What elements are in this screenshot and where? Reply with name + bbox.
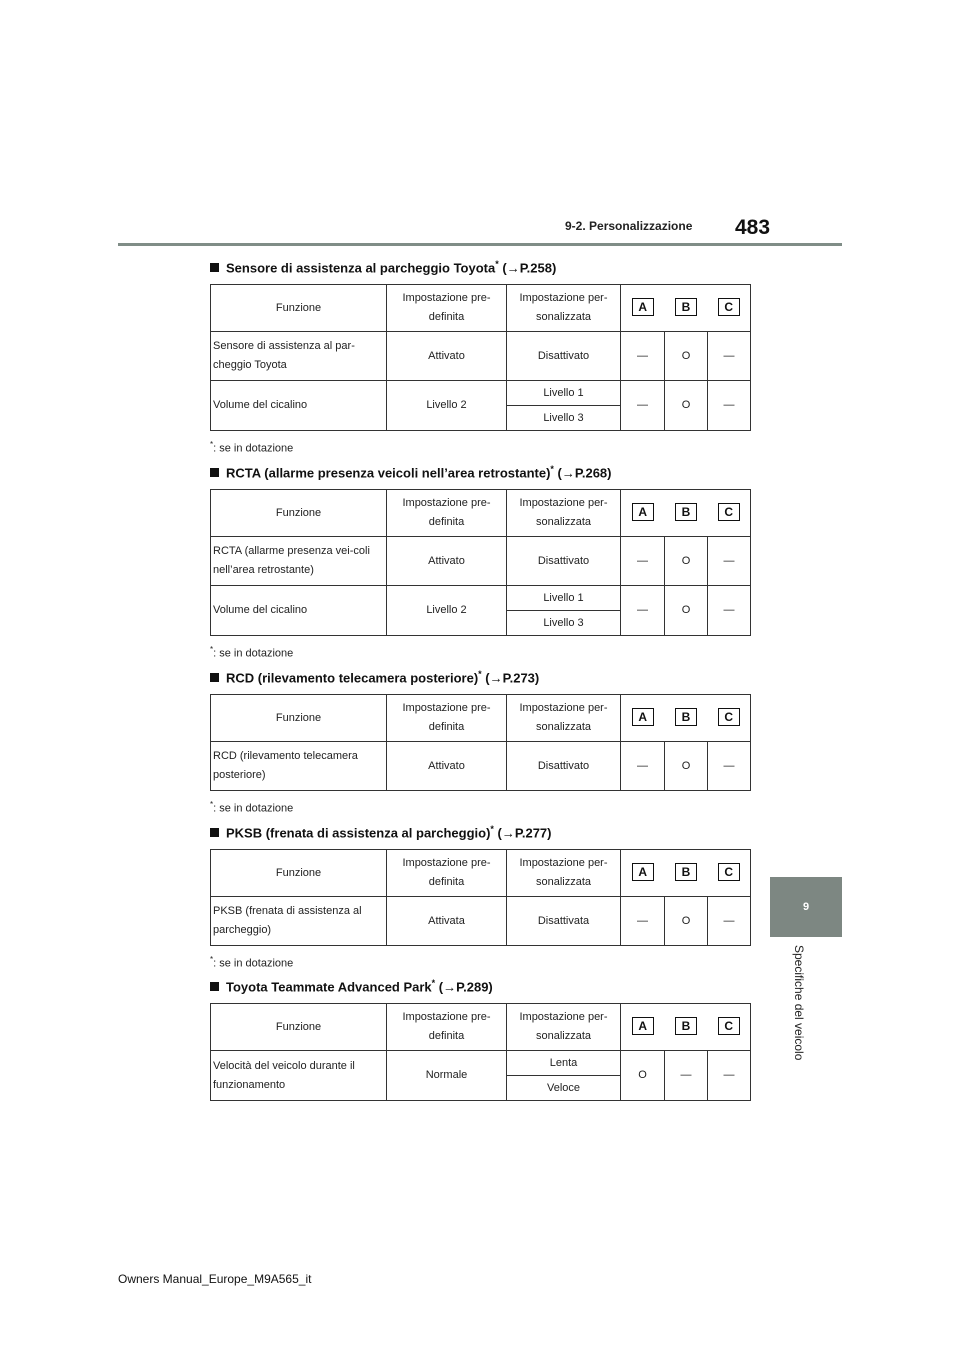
table-header-row	[211, 695, 751, 742]
letter-badge-c: C	[718, 863, 740, 881]
section-heading	[210, 464, 750, 486]
availability-cell-a: —	[621, 586, 665, 636]
availability-cell-a: —	[621, 742, 665, 791]
letter-badge-b: B	[675, 1017, 697, 1035]
footnote	[210, 440, 750, 455]
table-header-row	[211, 285, 751, 332]
table-row	[211, 586, 751, 611]
letter-badge-a: A	[632, 708, 654, 726]
default-cell: Attivato	[387, 332, 507, 381]
header-default: Impostazione pre-definita	[387, 850, 507, 897]
default-cell: Attivato	[387, 742, 507, 791]
footer-text: Owners Manual_Europe_M9A565_it	[118, 1272, 312, 1286]
header-letter-cell	[665, 850, 708, 897]
header-default: Impostazione pre-definita	[387, 490, 507, 537]
footnote-marker: *	[210, 800, 214, 809]
letter-badge-a: A	[632, 863, 654, 881]
letter-badge-c: C	[718, 1017, 740, 1035]
letter-badge-a: A	[632, 503, 654, 521]
table-row	[211, 897, 751, 946]
settings-table	[210, 694, 751, 791]
custom-cell: Disattivato	[507, 537, 621, 586]
header-function: Funzione	[211, 285, 387, 332]
square-bullet-icon	[210, 673, 219, 682]
custom-cell: Disattivato	[507, 332, 621, 381]
custom-cell: Livello 3	[507, 406, 621, 431]
footnote-text: : se in dotazione	[213, 802, 294, 815]
function-cell: Sensore di assistenza al par-cheggio Toyota	[211, 332, 387, 381]
availability-cell-b: O	[665, 537, 708, 586]
header-custom: Impostazione per-sonalizzata	[507, 695, 621, 742]
function-cell: Volume del cicalino	[211, 381, 387, 431]
footnote-marker: *	[495, 259, 499, 269]
table-header-row	[211, 850, 751, 897]
section-heading	[210, 669, 750, 691]
footnote-text: : se in dotazione	[213, 442, 294, 455]
custom-cell: Livello 3	[507, 611, 621, 636]
availability-cell-b: O	[665, 586, 708, 636]
header-function: Funzione	[211, 490, 387, 537]
settings-section	[210, 464, 750, 660]
settings-section	[210, 978, 750, 1101]
availability-cell-c: —	[708, 586, 751, 636]
default-cell: Attivato	[387, 537, 507, 586]
header-function: Funzione	[211, 1004, 387, 1051]
function-cell: PKSB (frenata di assistenza al parcheggio)	[211, 897, 387, 946]
footnote-marker: *	[431, 978, 436, 988]
function-cell: Velocità del veicolo durante il funzionamento	[211, 1051, 387, 1101]
availability-cell-b: —	[665, 1051, 708, 1101]
availability-cell-b: O	[665, 381, 708, 431]
square-bullet-icon	[210, 263, 219, 272]
availability-cell-a: O	[621, 1051, 665, 1101]
letter-badge-b: B	[675, 298, 697, 316]
chapter-tab	[770, 877, 842, 937]
availability-cell-c: —	[708, 897, 751, 946]
header-default: Impostazione pre-definita	[387, 695, 507, 742]
letter-badge-a: A	[632, 298, 654, 316]
header-letter-cell	[621, 490, 665, 537]
function-cell: RCD (rilevamento telecamera posteriore)	[211, 742, 387, 791]
custom-cell: Disattivato	[507, 742, 621, 791]
table-row	[211, 381, 751, 406]
header-default: Impostazione pre-definita	[387, 1004, 507, 1051]
table-header-row	[211, 1004, 751, 1051]
table-header-row	[211, 490, 751, 537]
header-letter-cell	[621, 850, 665, 897]
footnote-marker: *	[210, 955, 214, 964]
custom-cell: Livello 1	[507, 381, 621, 406]
header-letter-cell	[708, 695, 751, 742]
square-bullet-icon	[210, 982, 219, 991]
header-default: Impostazione pre-definita	[387, 285, 507, 332]
availability-cell-a: —	[621, 537, 665, 586]
header-letter-cell	[665, 1004, 708, 1051]
letter-badge-b: B	[675, 863, 697, 881]
table-row	[211, 742, 751, 791]
header-function: Funzione	[211, 850, 387, 897]
settings-table	[210, 284, 751, 431]
header-letter-cell	[665, 695, 708, 742]
header-letter-cell	[708, 285, 751, 332]
header-letter-cell	[708, 850, 751, 897]
section-title: Sensore di assistenza al parcheggio Toyota* (→P.258)	[226, 259, 557, 276]
settings-section	[210, 669, 750, 815]
header-letter-cell	[708, 490, 751, 537]
header-letter-cell	[621, 695, 665, 742]
section-heading	[210, 824, 750, 846]
custom-cell: Veloce	[507, 1076, 621, 1101]
page-number: 483	[735, 216, 771, 239]
availability-cell-c: —	[708, 742, 751, 791]
availability-cell-c: —	[708, 537, 751, 586]
default-cell: Livello 2	[387, 586, 507, 636]
availability-cell-b: O	[665, 332, 708, 381]
letter-badge-c: C	[718, 503, 740, 521]
availability-cell-c: —	[708, 1051, 751, 1101]
availability-cell-a: —	[621, 897, 665, 946]
section-title: RCTA (allarme presenza veicoli nell’area retrostante)* (→P.268)	[226, 464, 612, 481]
square-bullet-icon	[210, 468, 219, 477]
custom-cell: Disattivata	[507, 897, 621, 946]
header-letter-cell	[665, 285, 708, 332]
default-cell: Attivata	[387, 897, 507, 946]
footnote-text: : se in dotazione	[213, 957, 294, 970]
letter-badge-a: A	[632, 1017, 654, 1035]
letter-badge-c: C	[718, 708, 740, 726]
footnote-marker: *	[490, 824, 494, 834]
availability-cell-b: O	[665, 897, 708, 946]
availability-cell-a: —	[621, 332, 665, 381]
settings-section	[210, 259, 750, 455]
letter-badge-b: B	[675, 503, 697, 521]
availability-cell-c: —	[708, 332, 751, 381]
section-title: PKSB (frenata di assistenza al parcheggio)* (→P.277)	[226, 824, 552, 841]
section-header: 9-2. Personalizzazione	[565, 219, 693, 233]
header-custom: Impostazione per-sonalizzata	[507, 490, 621, 537]
square-bullet-icon	[210, 828, 219, 837]
footnote-marker: *	[210, 645, 214, 654]
footnote-marker: *	[478, 669, 482, 679]
header-divider	[118, 243, 842, 246]
footnote-marker: *	[550, 464, 554, 474]
custom-cell: Lenta	[507, 1051, 621, 1076]
table-row	[211, 537, 751, 586]
section-heading	[210, 978, 750, 1000]
settings-table	[210, 489, 751, 636]
footnote	[210, 800, 750, 815]
table-row	[211, 1051, 751, 1076]
availability-cell-a: —	[621, 381, 665, 431]
settings-table	[210, 1003, 751, 1101]
default-cell: Normale	[387, 1051, 507, 1101]
footnote	[210, 955, 750, 970]
section-title: Toyota Teammate Advanced Park* (→P.289)	[226, 978, 493, 995]
function-cell: RCTA (allarme presenza vei-coli nell’area retrostante)	[211, 537, 387, 586]
footnote-marker: *	[210, 440, 214, 449]
section-heading	[210, 259, 750, 281]
letter-badge-c: C	[718, 298, 740, 316]
availability-cell-b: O	[665, 742, 708, 791]
header-custom: Impostazione per-sonalizzata	[507, 1004, 621, 1051]
settings-section	[210, 824, 750, 970]
footnote-text: : se in dotazione	[213, 647, 294, 660]
header-function: Funzione	[211, 695, 387, 742]
header-custom: Impostazione per-sonalizzata	[507, 285, 621, 332]
function-cell: Volume del cicalino	[211, 586, 387, 636]
header-letter-cell	[665, 490, 708, 537]
header-letter-cell	[621, 1004, 665, 1051]
footnote	[210, 645, 750, 660]
custom-cell: Livello 1	[507, 586, 621, 611]
header-letter-cell	[708, 1004, 751, 1051]
header-custom: Impostazione per-sonalizzata	[507, 850, 621, 897]
section-title: RCD (rilevamento telecamera posteriore)* (→P.273)	[226, 669, 540, 686]
table-row	[211, 332, 751, 381]
settings-table	[210, 849, 751, 946]
chapter-number: 9	[802, 901, 810, 913]
letter-badge-b: B	[675, 708, 697, 726]
chapter-label: Specifiche del veicolo	[792, 945, 806, 1061]
availability-cell-c: —	[708, 381, 751, 431]
default-cell: Livello 2	[387, 381, 507, 431]
header-letter-cell	[621, 285, 665, 332]
